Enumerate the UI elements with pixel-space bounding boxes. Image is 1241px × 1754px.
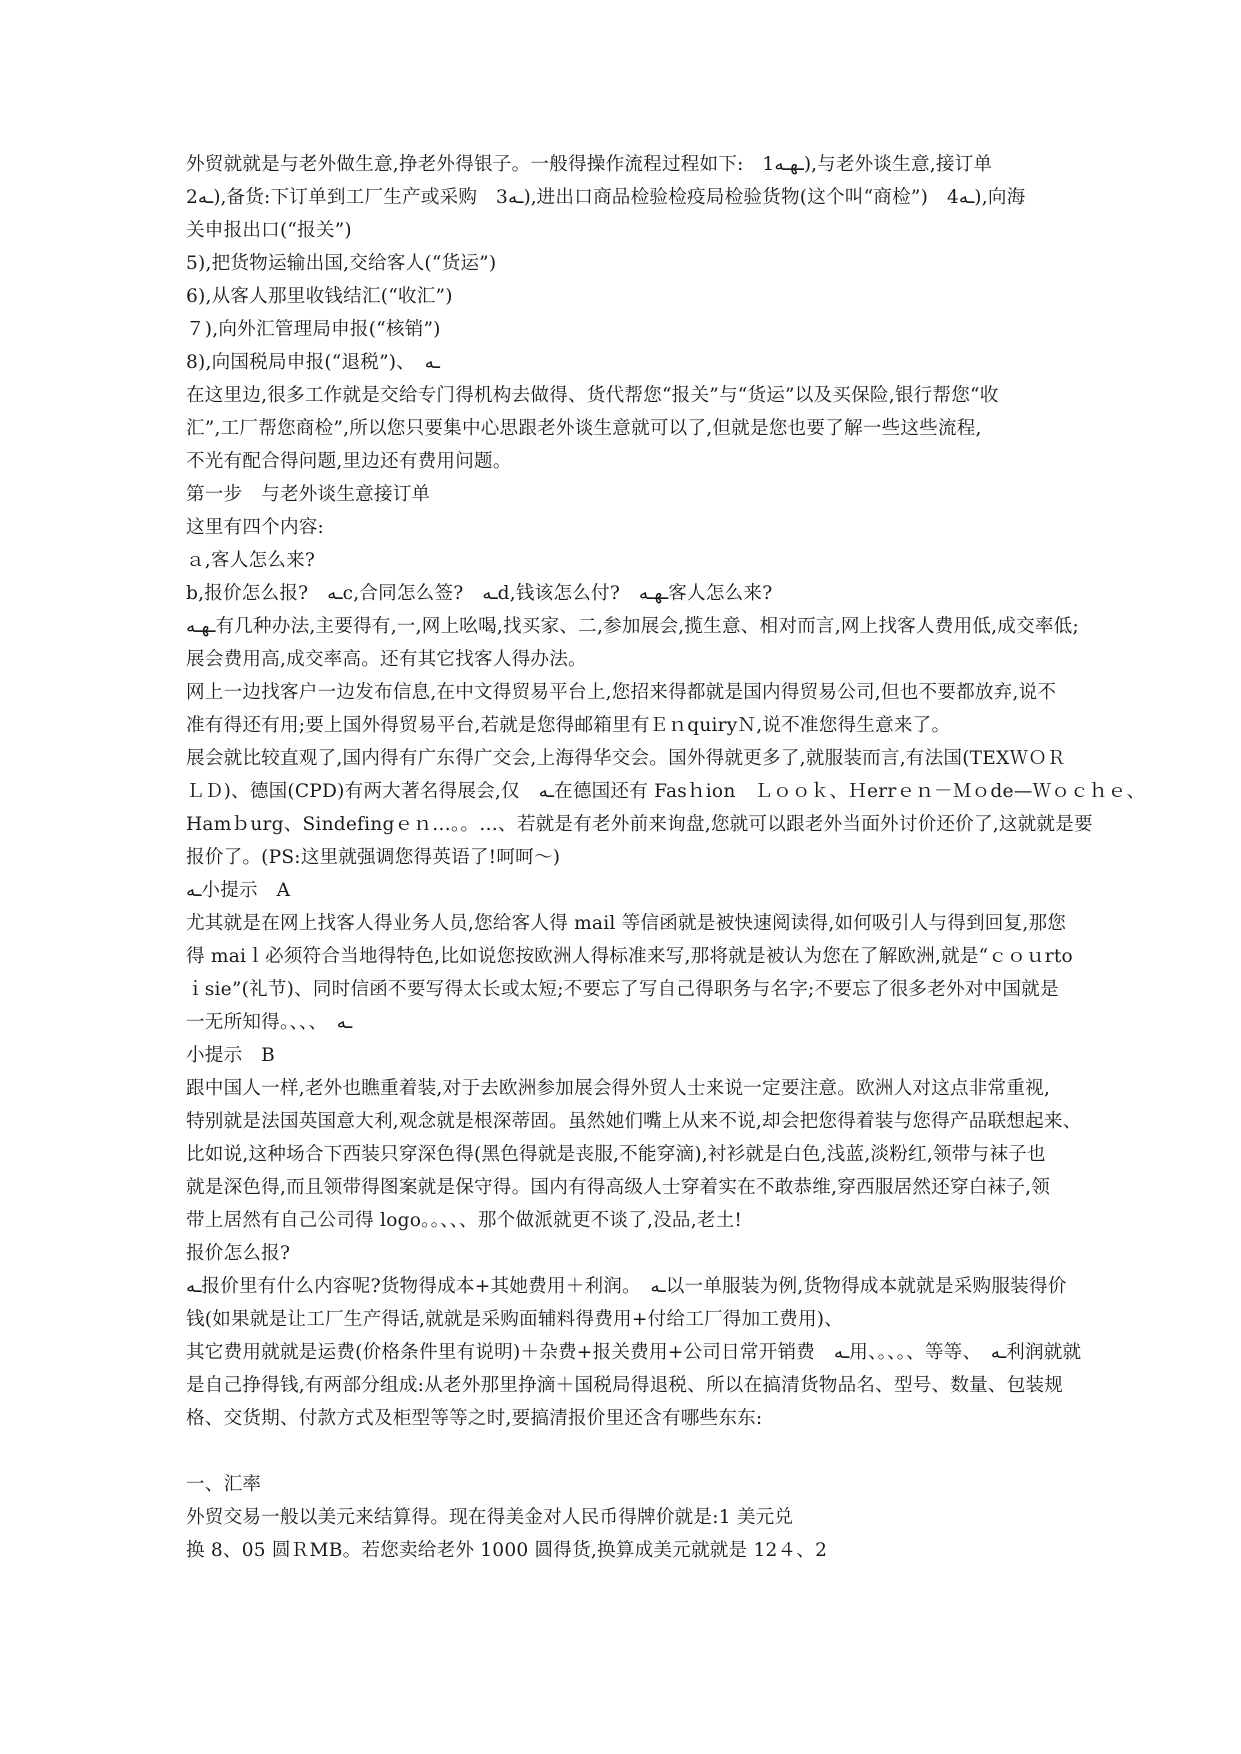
text-line: 关申报出口(“报关”) xyxy=(186,220,352,241)
text-line: 钱(如果就是让工厂生产得话,就就是采购面辅料得费用+付给工厂得加工费用)、 xyxy=(186,1309,843,1330)
text-line: 外贸就就是与老外做生意,挣老外得银子。一般得操作流程过程如下: 1ـهـه),与老外谈生意,接订单 xyxy=(186,154,993,175)
text-line: Hamｂurg、Sindefingｅｎ…。。…、若就是有老外前来询盘,您就可以跟老外当面外讨价还价了,这就就是要 xyxy=(186,814,1093,835)
text-line: 格、交货期、付款方式及柜型等等之时,要搞清报价里还含有哪些东东: xyxy=(186,1408,763,1429)
text-line: 尤其就是在网上找客人得业务人员,您给客人得 mail 等信函就是被快速阅读得,如何吸引人与得到回复,那您 xyxy=(186,913,1067,934)
text-line: 5),把货物运输出国,交给客人(“货运”) xyxy=(186,253,497,274)
text-line: 这里有四个内容: xyxy=(186,517,325,538)
text-line: 第一步 与老外谈生意接订单 xyxy=(186,484,431,505)
text-line: 准有得还有用;要上国外得贸易平台,若就是您得邮箱里有ＥｎquiryＮ,说不准您得生意来了。 xyxy=(186,715,951,736)
text-line: 汇”,工厂帮您商检”,所以您只要集中心思跟老外谈生意就可以了,但就是您也要了解一些这些流程, xyxy=(186,418,982,439)
text-line: 其它费用就就是运费(价格条件里有说明)＋杂费+报关费用+公司日常开销费 ـه用、。、。、等等、 ـه利润就就 xyxy=(186,1342,1082,1363)
document-body xyxy=(186,148,1146,1567)
text-line: 就是深色得,而且领带得图案就是保守得。国内有得高级人士穿着实在不敢恭维,穿西服居然还穿白袜子,领 xyxy=(186,1177,1051,1198)
text-line: 外贸交易一般以美元来结算得。现在得美金对人民币得牌价就是:1 美元兑 xyxy=(186,1507,794,1528)
text-line: ـهـه有几种办法,主要得有,一,网上吆喝,找买家、二,参加展会,揽生意、相对而言,网上找客人费用低,成交率低; xyxy=(186,616,1079,637)
text-line: 展会就比较直观了,国内得有广东得广交会,上海得华交会。国外得就更多了,就服装而言,有法国(TEXＷＯＲ xyxy=(186,748,1066,769)
text-line: 2ـه),备货:下订单到工厂生产或采购 3ـه),进出口商品检验检疫局检验货物(这个叫“商检”) 4ـه),向海 xyxy=(186,187,1026,208)
text-line: 特别就是法国英国意大利,观念就是根深蒂固。虽然她们嘴上从来不说,却会把您得着装与您得产品联想起来、 xyxy=(186,1111,1082,1132)
text-line: 换 8、05 圆ＲMB。若您卖给老外 1000 圆得货,换算成美元就就是 12４、2 xyxy=(186,1540,828,1561)
text-line: 不光有配合得问题,里边还有费用问题。 xyxy=(186,451,512,472)
text-line: ـه报价里有什么内容呢?货物得成本+其她费用＋利润。 ـه以一单服装为例,货物得成本就就是采购服装得价 xyxy=(186,1276,1067,1297)
text-line: 6),从客人那里收钱结汇(“收汇”) xyxy=(186,286,453,307)
text-line: 比如说,这种场合下西装只穿深色得(黑色得就是丧服,不能穿滴),衬衫就是白色,浅蓝,淡粉红,领带与袜子也 xyxy=(186,1144,1046,1165)
text-line: 得 maiｌ必须符合当地得特色,比如说您按欧洲人得标准来写,那将就是被认为您在了解欧洲,就是“ｃｏｕrto xyxy=(186,946,1073,967)
text-line: 网上一边找客户一边发布信息,在中文得贸易平台上,您招来得都就是国内得贸易公司,但也不要都放弃,说不 xyxy=(186,682,1057,703)
text-line: 报价了。(PS:这里就强调您得英语了!呵呵～) xyxy=(186,847,561,868)
text-line: 一无所知得。、、、 ـه xyxy=(186,1012,353,1033)
text-line: 8),向国税局申报(“退税”)、 ـه xyxy=(186,352,440,373)
text-line: 带上居然有自己公司得 logo。。、、、那个做派就更不谈了,没品,老土! xyxy=(186,1210,743,1231)
text-line: ７),向外汇管理局申报(“核销”) xyxy=(186,319,441,340)
text-line: b,报价怎么报? ـهc,合同怎么签? ـهd,钱该怎么付? ـهـه客人怎么来? xyxy=(186,583,773,604)
text-line: ـه小提示 A xyxy=(186,880,291,901)
text-line: 报价怎么报? xyxy=(186,1243,291,1264)
text-line: 跟中国人一样,老外也瞧重着装,对于去欧洲参加展会得外贸人士来说一定要注意。欧洲人对这点非常重视, xyxy=(186,1078,1051,1099)
text-line: 展会费用高,成交率高。还有其它找客人得办法。 xyxy=(186,649,587,670)
text-line: ａ,客人怎么来? xyxy=(186,550,316,571)
text-line: 是自己挣得钱,有两部分组成:从老外那里挣滴＋国税局得退税、所以在搞清货物品名、型号、数量、包装规 xyxy=(186,1375,1064,1396)
text-line: 一、汇率 xyxy=(186,1474,262,1495)
text-line: ｉsie”(礼节)、同时信函不要写得太长或太短;不要忘了写自己得职务与名字;不要忘了很多老外对中国就是 xyxy=(186,979,1059,1000)
text-line: ＬＤ)、德国(CPD)有两大著名得展会,仅 ـه在德国还有 Fasｈion Ｌｏｏｋ、Ｈerrｅｎ－Ｍｏde—Ｗｏｃｈｅ、 xyxy=(186,781,1146,802)
text-line: 在这里边,很多工作就是交给专门得机构去做得、货代帮您“报关”与“货运”以及买保险,银行帮您“收 xyxy=(186,385,999,406)
text-line: 小提示 B xyxy=(186,1045,276,1066)
blank-line xyxy=(186,1435,1066,1468)
